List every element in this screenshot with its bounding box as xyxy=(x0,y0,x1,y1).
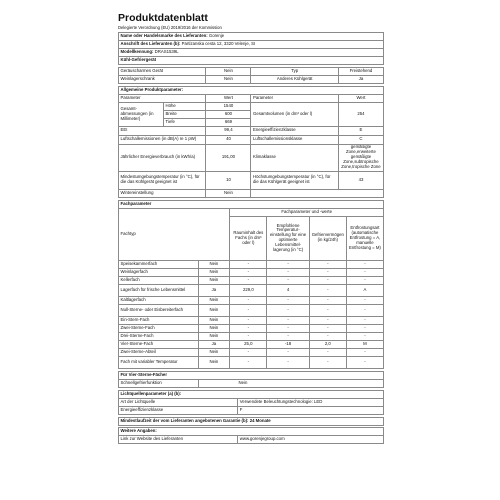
sheet-title: Produktdatenblatt xyxy=(118,12,208,24)
compartment-temp: - xyxy=(267,304,309,316)
compartment-freezing: - xyxy=(309,332,346,340)
volume-col-header: Rauminhalt des Fachs (in dm³ oder l) xyxy=(230,216,267,260)
compartment-temp: - xyxy=(267,316,309,324)
compartment-freezing: - xyxy=(309,348,346,356)
table-row xyxy=(119,304,384,316)
defrost-col-header: Entfrostungsart (automatische Entfrostung = A, manuelle Entfrostung = M) xyxy=(346,216,383,260)
compartment-name: Ein-Stern-Fach xyxy=(119,316,199,324)
energy-class-value: E xyxy=(338,126,383,135)
compartment-present: Nein xyxy=(198,268,230,276)
compartment-freezing: - xyxy=(309,276,346,284)
compartment-present: Nein xyxy=(198,304,230,316)
compartment-defrost: - xyxy=(346,316,383,324)
compartment-name: Zwei-Sterne-Fach xyxy=(119,324,199,332)
compartment-defrost: - xyxy=(346,332,383,340)
compartment-defrost: - xyxy=(346,276,383,284)
supplier-name-value: Gorenje xyxy=(208,32,225,38)
noise-class-value: C xyxy=(338,135,383,144)
compartment-present: Nein xyxy=(198,348,230,356)
climate-class-value: gemäßigte Zone,erweiterte gemäßigte Zone,subtropische Zone,tropische Zone xyxy=(338,144,383,171)
compartment-temp: -18 xyxy=(267,340,309,348)
compartment-freezing: - xyxy=(309,304,346,316)
compartment-volume: - xyxy=(230,348,267,356)
table-row xyxy=(119,356,384,368)
noise-value: 40 xyxy=(206,135,251,144)
compartment-name: Vier-Sterne-Fach xyxy=(119,340,199,348)
compartment-defrost: A xyxy=(346,284,383,296)
compartment-name: Kellerfach xyxy=(119,276,199,284)
type-value: Freistehend xyxy=(338,67,383,75)
volume-label: Gesamtvolumen (in dm³ oder l) xyxy=(251,102,338,126)
compartment-present: Nein xyxy=(198,332,230,340)
compartments-heading: Fachparameter xyxy=(119,200,384,208)
volume-value: 254 xyxy=(338,102,383,126)
compartment-freezing: - xyxy=(309,356,346,368)
type-label: Typ xyxy=(251,67,338,75)
dimensions-label: Gesamt-abmessungen (in Millimeter) xyxy=(119,102,164,126)
compartment-freezing: - xyxy=(309,268,346,276)
compartment-volume: 25,0 xyxy=(230,340,267,348)
energy-class-label: Energieeffizienzklasse xyxy=(251,126,338,135)
annual-energy-label: Jährlicher Energieverbrauch (in kWh/a) xyxy=(119,144,206,171)
compartment-volume: 229,0 xyxy=(230,284,267,296)
fast-freeze-value: Nein xyxy=(198,379,384,387)
compartment-name: Fach mit variabler Temperatur xyxy=(119,356,199,368)
compartment-temp: - xyxy=(267,296,309,304)
compartment-freezing: - xyxy=(309,296,346,304)
other-appliance-value: Ja xyxy=(338,75,383,83)
website-label: Link zur Website des Lieferanten xyxy=(119,435,238,443)
compartment-group-header: Fachparameter und -werte xyxy=(230,208,384,216)
supplier-table xyxy=(118,32,384,65)
compartment-freezing: - xyxy=(309,260,346,268)
model-label: Modellkennung: xyxy=(120,48,154,54)
table-row xyxy=(119,284,384,296)
compartment-defrost: - xyxy=(346,296,383,304)
warranty-row xyxy=(119,417,384,425)
warranty-label: Mindestlaufzeit der vom Lieferanten angebotenen Garantie (b): xyxy=(120,417,249,423)
compartment-present: Nein xyxy=(198,296,230,304)
compartment-volume: - xyxy=(230,276,267,284)
low-noise-value: Nein xyxy=(206,67,251,75)
compartment-defrost: - xyxy=(346,348,383,356)
width-value: 600 xyxy=(206,110,251,118)
compartment-volume: - xyxy=(230,268,267,276)
compartment-type-header: Fachtyp xyxy=(119,208,230,260)
compartment-temp: - xyxy=(267,276,309,284)
table-row xyxy=(119,260,384,268)
compartment-name: Zwei-Sterne-Abteil xyxy=(119,348,199,356)
wine-cabinet-value: Nein xyxy=(206,75,251,83)
compartment-temp: - xyxy=(267,348,309,356)
noise-class-label: Luftschallemissionsklasse xyxy=(251,135,338,144)
temp-col-header: Empfohlene Temperatur-einstellung für eine optimierte Lebensmittel-lagerung (in °C) xyxy=(267,216,309,260)
table-row xyxy=(119,296,384,304)
max-temp-label: Höchstumgebungstemperatur (in °C), für die das Kühlgerät geeignet ist xyxy=(251,171,338,189)
compartment-defrost: - xyxy=(346,356,383,368)
compartment-present: Nein xyxy=(198,316,230,324)
compartment-defrost: - xyxy=(346,324,383,332)
compartment-freezing: - xyxy=(309,316,346,324)
compartment-name: Drei-Sterne-Fach xyxy=(119,332,199,340)
height-label: Höhe xyxy=(164,102,206,110)
compartment-temp: - xyxy=(267,260,309,268)
table-row xyxy=(119,332,384,340)
compartment-temp: - xyxy=(267,268,309,276)
freezing-col-header: Gefriervermögen (in kg/24h) xyxy=(309,216,346,260)
light-type-label: Art der Lichtquelle xyxy=(119,398,238,406)
device-type-table xyxy=(118,67,384,84)
supplier-address xyxy=(119,40,384,48)
compartment-present: Nein xyxy=(198,356,230,368)
compartment-name: Null-Sterne- oder Eisbereiterfach xyxy=(119,304,199,316)
light-class-label: Energieeffizienzklasse xyxy=(119,406,238,414)
value-header-1: Wert xyxy=(206,94,251,102)
climate-class-label: Klimaklasse xyxy=(251,144,338,171)
compartment-temp: - xyxy=(267,356,309,368)
depth-value: 669 xyxy=(206,118,251,126)
light-table xyxy=(118,390,384,415)
light-class-value: F xyxy=(238,406,384,414)
compartment-volume: - xyxy=(230,304,267,316)
compartment-freezing: - xyxy=(309,284,346,296)
param-header-1: Parameter xyxy=(119,94,206,102)
table-row xyxy=(119,348,384,356)
four-star-heading: Für Vier-Sterne-Fächer xyxy=(119,371,384,379)
four-star-table xyxy=(118,371,384,388)
compartment-defrost: M xyxy=(346,340,383,348)
more-info-table xyxy=(118,427,384,444)
min-temp-label: Mindestumgebungstemperatur (in °C), für die das Kühlgerät geeignet ist xyxy=(119,171,206,189)
compartment-name: Kaltlagerfach xyxy=(119,296,199,304)
compartment-name: Lagerfach für frische Lebensmittel xyxy=(119,284,199,296)
compartment-name: Speisekammerfach xyxy=(119,260,199,268)
table-row xyxy=(119,340,384,348)
compartment-volume: - xyxy=(230,332,267,340)
website-link[interactable]: www.gorenjegroup.com xyxy=(238,435,384,443)
compartment-defrost: - xyxy=(346,260,383,268)
compartment-name: Weinlagerfach xyxy=(119,268,199,276)
compartment-present: Nein xyxy=(198,260,230,268)
light-type-value: Verwendete Beleuchtungstechnologie: LED xyxy=(238,398,384,406)
warranty-table xyxy=(118,417,384,426)
winter-setting-value: Nein xyxy=(206,189,251,197)
table-row xyxy=(119,276,384,284)
supplier-address-label: Anschrift des Lieferanten (b): xyxy=(120,40,181,46)
compartment-freezing: - xyxy=(309,324,346,332)
regulation-text: Delegierte Verordnung (EU) 2019/2016 der Kommission xyxy=(118,25,222,30)
other-appliance-label: Anderes Kühlgerät xyxy=(251,75,338,83)
model-id xyxy=(119,48,384,56)
eei-label: EEI xyxy=(119,126,206,135)
compartments-table xyxy=(118,200,384,369)
height-value: 1540 xyxy=(206,102,251,110)
table-row xyxy=(119,316,384,324)
max-temp-value: 43 xyxy=(338,171,383,189)
warranty-value: 24 Monate xyxy=(249,417,271,423)
compartment-freezing: 2,0 xyxy=(309,340,346,348)
compartment-defrost: - xyxy=(346,304,383,316)
compartment-present: Ja xyxy=(198,340,230,348)
more-info-heading: Weitere Angaben: xyxy=(119,427,384,435)
light-heading: Lichtquellenparameter (a) (b): xyxy=(119,390,384,398)
compartment-volume: - xyxy=(230,260,267,268)
compartment-present: Ja xyxy=(198,284,230,296)
general-params-table xyxy=(118,86,384,198)
device-type-heading: Kühl-Gefriergerät xyxy=(119,56,384,64)
annual-energy-value: 191,00 xyxy=(206,144,251,171)
low-noise-label: Geräuscharmes Gerät xyxy=(119,67,206,75)
wine-cabinet-label: Weinlagerschrank xyxy=(119,75,206,83)
min-temp-value: 10 xyxy=(206,171,251,189)
table-row xyxy=(119,324,384,332)
eei-value: 99,4 xyxy=(206,126,251,135)
supplier-name xyxy=(119,32,384,40)
noise-label: Luftschallemissionen (in dB(A) re 1 pW) xyxy=(119,135,206,144)
compartment-present: Nein xyxy=(198,276,230,284)
winter-setting-label: Wintereinstellung xyxy=(119,189,206,197)
compartment-volume: - xyxy=(230,296,267,304)
width-label: Breite xyxy=(164,110,206,118)
depth-label: Tiefe xyxy=(164,118,206,126)
table-row xyxy=(119,268,384,276)
supplier-name-label: Name oder Handelsmarke des Lieferanten: xyxy=(120,32,208,38)
compartment-volume: - xyxy=(230,316,267,324)
param-header-2: Parameter xyxy=(251,94,338,102)
fast-freeze-label: Schnellgefrierfunktion xyxy=(119,379,199,387)
product-data-sheet xyxy=(118,12,384,490)
compartment-temp: - xyxy=(267,324,309,332)
supplier-address-value: Partizanska cesta 12, 3320 Velenje, SI xyxy=(181,40,256,46)
compartment-defrost: - xyxy=(346,268,383,276)
model-value: DRAS1539L xyxy=(154,48,179,54)
compartment-volume: - xyxy=(230,356,267,368)
compartment-present: Nein xyxy=(198,324,230,332)
empty-cell xyxy=(251,189,384,197)
compartment-temp: 4 xyxy=(267,284,309,296)
general-heading: Allgemeine Produktparameter: xyxy=(119,86,384,94)
compartment-temp: - xyxy=(267,332,309,340)
value-header-2: Wert xyxy=(338,94,383,102)
compartment-volume: - xyxy=(230,324,267,332)
